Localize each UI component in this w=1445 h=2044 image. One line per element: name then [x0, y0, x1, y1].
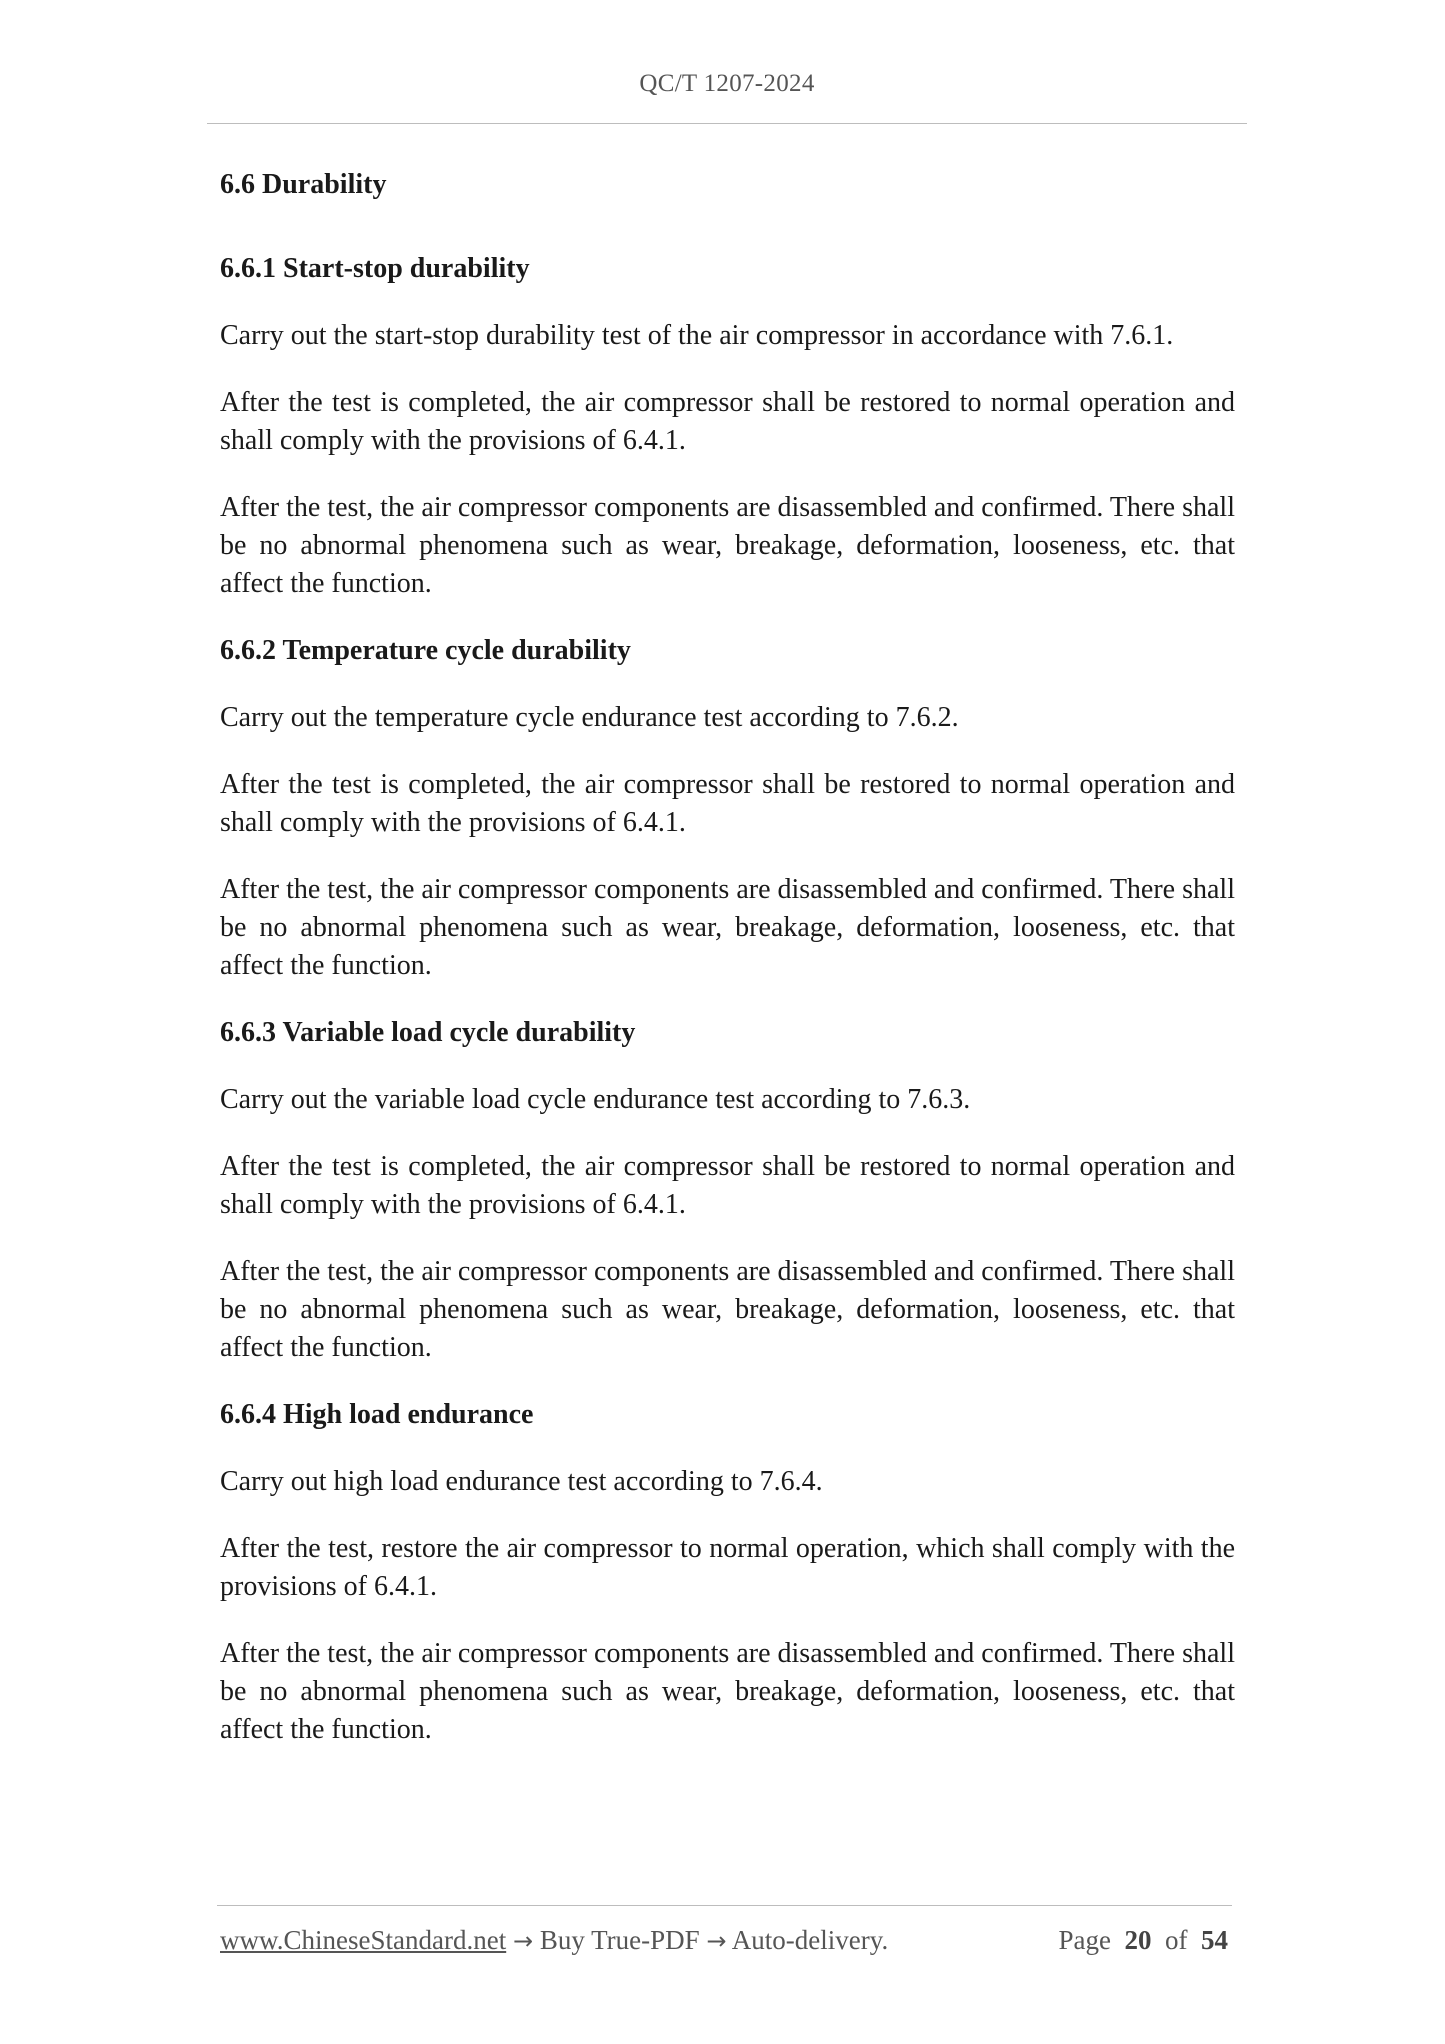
paragraph: After the test, restore the air compressor to normal operation, which shall comply with the provisions of 6.4.1.	[220, 1533, 1235, 1602]
document-body	[220, 166, 1235, 1778]
section-title: 6.6 Durability	[220, 169, 387, 200]
arrow-right-icon: →	[512, 1927, 534, 1955]
subsection-title: 6.6.1 Start-stop durability	[220, 253, 530, 284]
header-divider	[207, 123, 1247, 124]
arrow-right-icon: →	[706, 1927, 727, 1955]
subsection-6-6-3	[220, 1014, 1235, 1367]
page-total: 54	[1201, 1925, 1228, 1955]
subsection-6-6-4	[220, 1396, 1235, 1749]
subsection-title: 6.6.4 High load endurance	[220, 1399, 534, 1430]
auto-delivery-text: Auto-delivery.	[731, 1925, 889, 1955]
buy-true-pdf-text: Buy True-PDF	[539, 1925, 700, 1955]
paragraph: Carry out the variable load cycle endurance test according to 7.6.3.	[220, 1084, 971, 1115]
paragraph: After the test, the air compressor components are disassembled and confirmed. There shall be no abnormal phenomena such as wear, breakage, deformation, looseness, etc. that affect the function.	[220, 492, 1235, 599]
paragraph: After the test is completed, the air compressor shall be restored to normal operation and shall comply with the provisions of 6.4.1.	[220, 387, 1235, 456]
paragraph: Carry out high load endurance test according to 7.6.4.	[220, 1466, 823, 1497]
footer-divider	[217, 1905, 1232, 1906]
site-link[interactable]: www.ChineseStandard.net	[220, 1925, 507, 1955]
paragraph: After the test, the air compressor components are disassembled and confirmed. There shall be no abnormal phenomena such as wear, breakage, deformation, looseness, etc. that affect the function.	[220, 1638, 1235, 1745]
footer-promo	[220, 1922, 888, 1959]
subsection-title: 6.6.2 Temperature cycle durability	[220, 635, 631, 666]
page-label: Page	[1058, 1925, 1111, 1955]
subsection-6-6-2	[220, 632, 1235, 985]
of-label: of	[1165, 1925, 1188, 1955]
paragraph: Carry out the start-stop durability test of the air compressor in accordance with 7.6.1.	[220, 320, 1174, 351]
paragraph: After the test is completed, the air compressor shall be restored to normal operation and shall comply with the provisions of 6.4.1.	[220, 1151, 1235, 1220]
subsection-6-6-1	[220, 250, 1235, 603]
subsection-title: 6.6.3 Variable load cycle durability	[220, 1017, 636, 1048]
page-current: 20	[1124, 1925, 1152, 1955]
paragraph: Carry out the temperature cycle endurance test according to 7.6.2.	[220, 702, 959, 733]
page-header-doc-code: QC/T 1207-2024	[639, 70, 815, 97]
paragraph: After the test, the air compressor components are disassembled and confirmed. There shall be no abnormal phenomena such as wear, breakage, deformation, looseness, etc. that affect the function.	[220, 874, 1235, 981]
paragraph: After the test, the air compressor components are disassembled and confirmed. There shall be no abnormal phenomena such as wear, breakage, deformation, looseness, etc. that affect the function.	[220, 1256, 1235, 1363]
page-number	[1059, 1922, 1228, 1958]
paragraph: After the test is completed, the air compressor shall be restored to normal operation and shall comply with the provisions of 6.4.1.	[220, 769, 1235, 838]
